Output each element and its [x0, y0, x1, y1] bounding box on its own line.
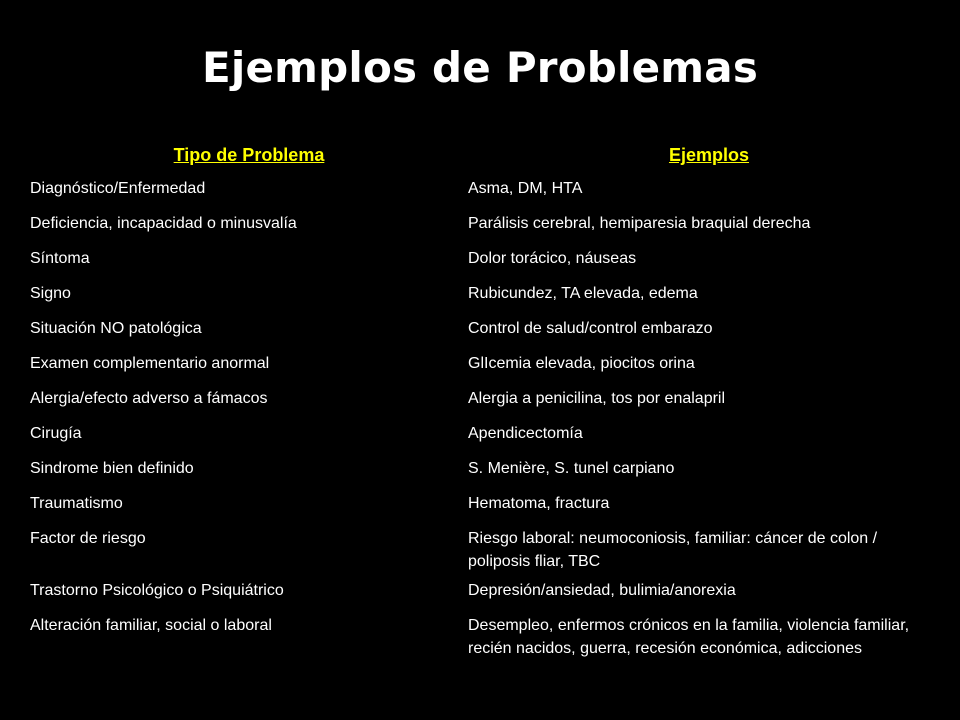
problem-type [30, 276, 468, 311]
problem-type-text: Cirugía [30, 425, 82, 442]
problem-example-text: S. Menière, S. tunel carpiano [468, 460, 675, 477]
table-row [30, 573, 950, 608]
table-row [30, 381, 950, 416]
problem-example-text: Control de salud/control embarazo [468, 320, 713, 337]
problem-type-text: Situación NO patológica [30, 320, 202, 337]
problem-type-text: Trastorno Psicológico o Psiquiátrico [30, 582, 284, 599]
problem-example [468, 521, 950, 573]
table-row [30, 171, 950, 206]
problem-example-text: Apendicectomía [468, 425, 583, 442]
table-row [30, 241, 950, 276]
problem-type [30, 206, 468, 241]
problem-example [468, 486, 950, 521]
problem-example-text: GlIcemia elevada, piocitos orina [468, 355, 695, 372]
problem-type [30, 171, 468, 206]
problem-type-text: Sindrome bien definido [30, 460, 194, 477]
problem-example-text: Desempleo, enfermos crónicos en la familia, violencia familiar, recién nacidos, guerra, recesión económica, adicciones [468, 617, 910, 657]
problem-example-text: Parálisis cerebral, hemiparesia braquial derecha [468, 215, 811, 232]
problem-type [30, 573, 468, 608]
problems-table [30, 140, 950, 678]
table-row [30, 608, 950, 678]
problem-example [468, 276, 950, 311]
problem-type-text: Factor de riesgo [30, 530, 146, 547]
table-body [30, 171, 950, 678]
table-row [30, 346, 950, 381]
problem-type [30, 486, 468, 521]
table-header-row [30, 140, 950, 171]
table-row [30, 486, 950, 521]
problem-type-text: Síntoma [30, 250, 90, 267]
problem-example-text: Alergia a penicilina, tos por enalapril [468, 390, 726, 407]
problem-type [30, 241, 468, 276]
table-row [30, 311, 950, 346]
table-row [30, 451, 950, 486]
problem-example [468, 381, 950, 416]
problem-example [468, 241, 950, 276]
problem-example [468, 573, 950, 608]
table-row [30, 521, 950, 573]
problem-example-text: Hematoma, fractura [468, 495, 610, 512]
problem-example [468, 608, 950, 678]
problem-type-text: Deficiencia, incapacidad o minusvalía [30, 215, 297, 232]
problem-type-text: Alergia/efecto adverso a fámacos [30, 390, 268, 407]
problem-type [30, 381, 468, 416]
table-row [30, 416, 950, 451]
problem-example [468, 346, 950, 381]
problem-example-text: Riesgo laboral: neumoconiosis, familiar: cáncer de colon / poliposis fliar, TBC [468, 530, 878, 570]
problem-example-text: Asma, DM, HTA [468, 180, 583, 197]
table-row [30, 276, 950, 311]
problem-type-text: Signo [30, 285, 71, 302]
problem-type [30, 451, 468, 486]
problem-type-text: Alteración familiar, social o laboral [30, 617, 272, 634]
problem-type [30, 346, 468, 381]
problem-type [30, 311, 468, 346]
problem-example [468, 451, 950, 486]
problem-example [468, 171, 950, 206]
table-row [30, 206, 950, 241]
header-tipo-de-problema: Tipo de Problema [173, 145, 325, 165]
problem-type [30, 416, 468, 451]
problem-example [468, 311, 950, 346]
problem-type [30, 521, 468, 573]
problem-type [30, 608, 468, 678]
slide-title: Ejemplos de Problemas [201, 43, 759, 92]
problem-example-text: Dolor torácico, náuseas [468, 250, 637, 267]
problem-example [468, 206, 950, 241]
problem-example-text: Depresión/ansiedad, bulimia/anorexia [468, 582, 736, 599]
problem-type-text: Examen complementario anormal [30, 355, 270, 372]
problem-example [468, 416, 950, 451]
problem-example-text: Rubicundez, TA elevada, edema [468, 285, 698, 302]
header-ejemplos: Ejemplos [668, 145, 750, 165]
problem-type-text: Diagnóstico/Enfermedad [30, 180, 206, 197]
problem-type-text: Traumatismo [30, 495, 123, 512]
